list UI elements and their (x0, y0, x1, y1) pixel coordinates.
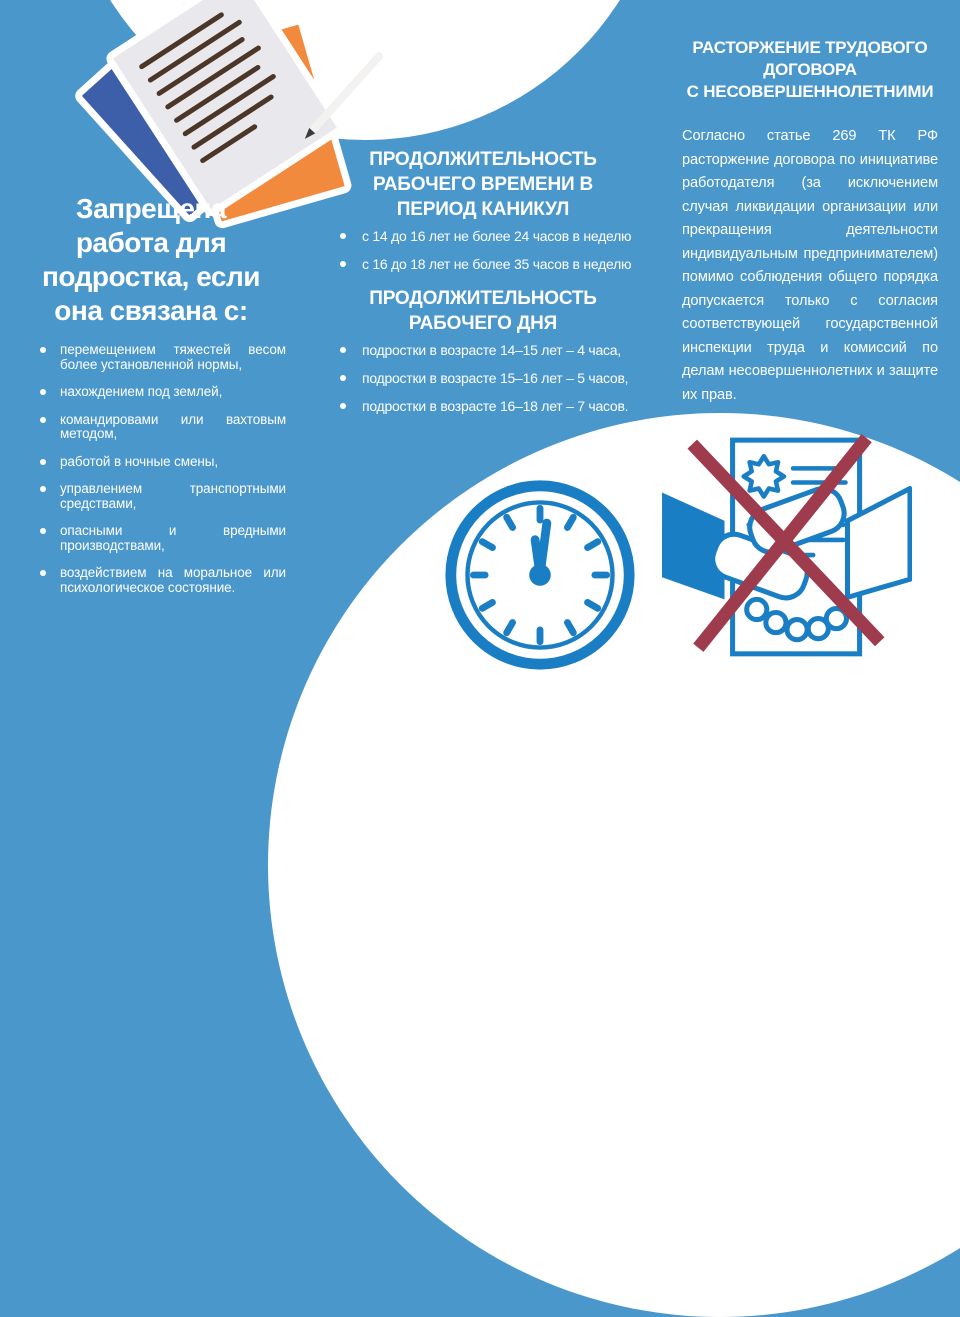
list-item-text: управлением транспортными средствами, (60, 481, 286, 511)
list-item (330, 343, 636, 358)
bullet-icon (40, 347, 46, 353)
cancelled-contract-handshake-icon (660, 428, 912, 670)
bullet-icon (340, 233, 346, 239)
bullet-icon (340, 403, 346, 409)
termination-paragraph: Согласно статье 269 ТК РФ расторжение договора по инициативе работодателя (за исключением случая ликвидации организации или прекращения деятельности индивидуальным предпринимателем) помимо соблюдения общего порядка допускается только с согласия соответствующей государственной инспекции труда и комиссий по делам несовершеннолетних и защите их прав. (682, 128, 938, 403)
list-item (38, 524, 286, 553)
title-line: Запрещена (76, 193, 226, 224)
section-title-working-day (330, 286, 636, 336)
left-column (20, 192, 286, 608)
bullet-icon (40, 417, 46, 423)
title-line: РАСТОРЖЕНИЕ ТРУДОВОГО (692, 38, 928, 57)
bullet-icon (40, 570, 46, 576)
title-line: ПЕРИОД КАНИКУЛ (396, 199, 570, 220)
list-item (38, 566, 286, 595)
list-item (330, 371, 636, 386)
list-item-text: перемещением тяжестей весом более установленной нормы, (60, 342, 286, 372)
seal-star-icon (744, 456, 784, 496)
list-item-text: командировами или вахтовым методом, (60, 411, 286, 441)
list-item (330, 229, 636, 244)
list-item-text: подростки в возрасте 16–18 лет – 7 часов. (362, 398, 629, 414)
list-item-text: с 14 до 16 лет не более 24 часов в неделю (362, 228, 632, 244)
bullet-icon (40, 459, 46, 465)
holiday-hours-list (330, 229, 636, 272)
working-day-list (330, 343, 636, 414)
clock-icon (442, 477, 638, 673)
list-item-text: воздействием на моральное или психологическое состояние. (60, 565, 286, 595)
list-item-text: опасными и вредными производствами, (60, 523, 286, 553)
title-line: ДОГОВОРА (763, 60, 857, 79)
list-item (38, 413, 286, 442)
prohibited-work-list (38, 343, 286, 595)
bullet-icon (340, 375, 346, 381)
right-column (682, 37, 938, 407)
bullet-icon (40, 389, 46, 395)
bullet-icon (340, 347, 346, 353)
list-item-text: нахождением под землей, (60, 384, 223, 399)
text-line (199, 123, 258, 164)
page-title (20, 192, 282, 328)
title-line: подростка, если (42, 261, 260, 292)
bullet-icon (40, 486, 46, 492)
section-title-holiday-hours (330, 147, 636, 222)
title-line: РАБОЧЕГО ДНЯ (408, 313, 558, 334)
list-item (38, 455, 286, 470)
title-line: РАБОЧЕГО ВРЕМЕНИ В (372, 174, 594, 195)
list-item-text: подростки в возрасте 15–16 лет – 5 часов, (362, 370, 629, 386)
middle-column (330, 147, 636, 427)
title-line: работа для (75, 227, 227, 258)
list-item (38, 343, 286, 372)
title-line: С НЕСОВЕРШЕННОЛЕТНИМИ (686, 82, 934, 101)
list-item (38, 385, 286, 400)
list-item (330, 257, 636, 272)
title-line: ПРОДОЛЖИТЕЛЬНОСТЬ (369, 288, 597, 309)
section-title-termination (682, 37, 938, 103)
list-item-text: работой в ночные смены, (60, 453, 218, 469)
bullet-icon (40, 528, 46, 534)
title-line: она связана с: (54, 295, 248, 326)
list-item-text: с 16 до 18 лет не более 35 часов в неделю (362, 256, 632, 272)
list-item (330, 399, 636, 414)
list-item (38, 482, 286, 511)
title-line: ПРОДОЛЖИТЕЛЬНОСТЬ (369, 149, 597, 170)
bullet-icon (340, 261, 346, 267)
list-item-text: подростки в возрасте 14–15 лет – 4 часа, (362, 342, 621, 358)
